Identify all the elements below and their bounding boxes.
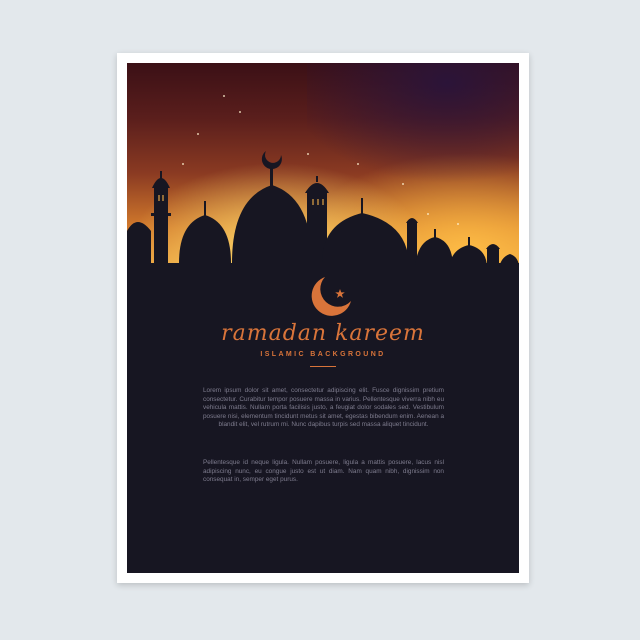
star-icon — [335, 289, 345, 298]
mosque-silhouette — [127, 63, 519, 293]
divider — [310, 366, 336, 367]
crescent-moon-icon — [262, 151, 282, 169]
crescent-moon-icon — [312, 277, 351, 316]
flyer-title: ramadan kareem — [221, 321, 425, 346]
flyer-frame — [117, 53, 529, 583]
flyer-subtitle: ISLAMIC BACKGROUND — [260, 351, 386, 358]
body-paragraph-2: Pellentesque id neque ligula. Nullam posuere, ligula a mattis posuere, lacus nisl adipiscing nunc, eu congue justo est ut diam. Nam quam nibh, dignissim non consequat in, semper eget purus. — [203, 459, 444, 483]
flyer — [127, 63, 519, 573]
crescent-star-emblem — [307, 271, 357, 321]
body-paragraph-1: Lorem ipsum dolor sit amet, consectetur adipiscing elit. Fusce dignissim pretium consectetur. Curabitur tempor posuere massa in varius. Pellentesque viverra nibh eu vehicula mattis. Nullam porta facilisis justo, a feugiat dolor sodales sed. Vestibulum posuere nisi, elementum tincidunt metus sit amet, egestas bibendum enim. Aenean a blandit elit, vel rutrum mi. Nunc dapibus turpis sed massa aliquet tincidunt. — [203, 387, 444, 428]
